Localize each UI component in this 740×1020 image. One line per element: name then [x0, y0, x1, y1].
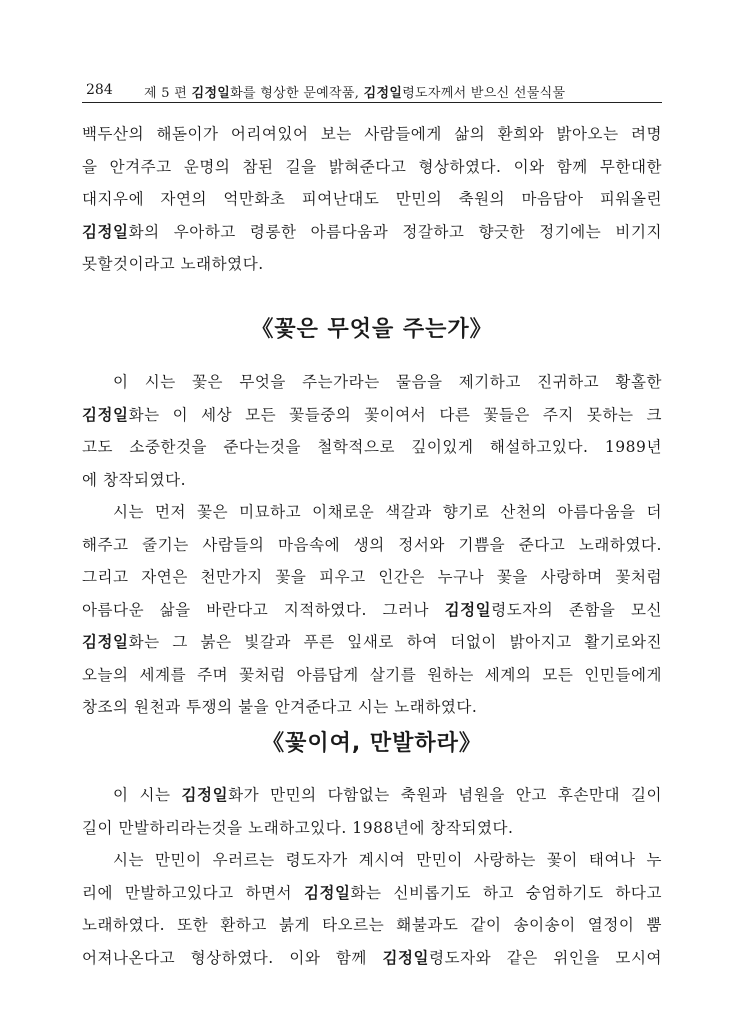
text-run: 이 시는	[113, 786, 182, 804]
text-run: 그리고 자연은 천만가지 꽃을 피우고 인간은 누구나 꽃을 사랑하며 꽃처럼	[82, 568, 662, 586]
text-line	[82, 151, 662, 184]
section-heading-flower-bloom: 《꽃이여, 만발하라》	[262, 731, 482, 756]
text-line	[82, 779, 662, 812]
text-line	[82, 909, 662, 942]
text-line	[82, 812, 662, 845]
running-title: 제 5 편 김정일화를 형상한 문예작품, 김정일령도자께서 받으신 선물식물	[144, 86, 566, 101]
text-run: 시는 만민이 우러르는 령도자가 계시여 만민이 사랑하는 꽃이 태여나 누	[113, 851, 662, 869]
text-line	[82, 399, 662, 432]
text-line	[82, 366, 662, 399]
text-line	[82, 561, 662, 594]
text-line	[82, 844, 662, 877]
text-run: 고도 소중한것을 준다는것을 철학적으로 깊이있게 해설하고있다. 1989년	[82, 438, 662, 456]
text-run: 화는 이 세상 모든 꽃들중의 꽃이여서 다른 꽃들은 주지 못하는 크	[128, 405, 662, 424]
text-line	[82, 626, 662, 659]
text-run: 리에 만발하고있다고 하면서	[82, 883, 304, 902]
text-line	[82, 659, 662, 692]
text-line	[82, 496, 662, 529]
text-run: 화는 그 붉은 빛갈과 푸른 잎새로 하여 더없이 밝아지고 활기로와진	[128, 633, 662, 651]
section-heading-flower-gives: 《꽃은 무엇을 주는가》	[251, 317, 493, 342]
text-line	[82, 118, 662, 151]
text-line	[82, 216, 662, 249]
paragraph-block-flower-bloom	[82, 779, 662, 974]
text-run: 창조의 원천과 투쟁의 불을 안겨준다고 시는 노래하였다.	[82, 698, 478, 716]
emphasized-name: 김정일	[382, 948, 430, 967]
paragraph-block-intro	[82, 118, 662, 281]
text-line	[82, 183, 662, 216]
text-line	[82, 529, 662, 562]
text-run: 못할것이라고 노래하였다.	[82, 255, 264, 273]
text-run: 노래하였다. 또한 환하고 붉게 타오르는 홰불과도 같이 송이송이 열정이 뿜	[82, 916, 662, 934]
page-number: 284	[86, 82, 113, 98]
paragraph-block-flower-gives	[82, 366, 662, 724]
text-run: 화의 우아하고 령롱한 아름다움과 정갈하고 향긋한 정기에는 비기지	[128, 222, 662, 241]
text-line	[82, 431, 662, 464]
text-run: 오늘의 세계를 주며 꽃처럼 아름답게 살기를 원하는 세계의 모든 인민들에게	[82, 665, 662, 684]
text-line	[82, 942, 662, 975]
text-run: 대지우에 자연의 억만화초 피여난대도 만민의 축원의 마음담아 피워올린	[82, 190, 662, 208]
text-run: 백두산의 해돋이가 어리여있어 보는 사람들에게 삶의 환희와 밝아오는 려명	[82, 125, 662, 143]
text-run: 을 안겨주고 운명의 참된 길을 밝혀준다고 형상하였다. 이와 함께 무한대한	[82, 157, 662, 176]
text-run: 화가 만민의 다함없는 축원과 념원을 안고 후손만대 길이	[228, 786, 662, 804]
text-run: 어져나온다고 형상하였다. 이와 함께	[82, 948, 383, 967]
emphasized-name: 김정일	[303, 883, 351, 902]
text-line	[82, 691, 662, 724]
text-line	[82, 594, 662, 627]
text-line	[82, 248, 662, 281]
running-header	[82, 80, 662, 103]
emphasized-name: 김정일	[444, 600, 492, 619]
text-run: 해주고 줄기는 사람들의 마음속에 생의 정서와 기쁨을 준다고 노래하였다.	[82, 535, 662, 554]
text-line	[82, 877, 662, 910]
emphasized-name: 김정일	[82, 405, 129, 424]
text-run: 에 창작되였다.	[82, 470, 187, 489]
text-run: 아름다운 삶을 바란다고 지적하였다. 그러나	[82, 600, 445, 619]
text-line	[82, 464, 662, 497]
emphasized-name: 김정일	[181, 786, 229, 804]
text-run: 화는 신비롭기도 하고 숭엄하기도 하다고	[350, 883, 662, 902]
emphasized-name: 김정일	[82, 633, 129, 651]
text-run: 이 시는 꽃은 무엇을 주는가라는 물음을 제기하고 진귀하고 황홀한	[113, 373, 662, 391]
text-run: 령도자의 존함을 모신	[491, 600, 662, 619]
text-run: 시는 먼저 꽃은 미묘하고 이채로운 색갈과 향기로 산천의 아름다움을 더	[113, 503, 662, 521]
text-run: 길이 만발하리라는것을 노래하고있다. 1988년에 창작되였다.	[82, 818, 514, 837]
text-run: 령도자와 같은 위인을 모시여	[429, 948, 662, 967]
emphasized-name: 김정일	[82, 222, 129, 241]
